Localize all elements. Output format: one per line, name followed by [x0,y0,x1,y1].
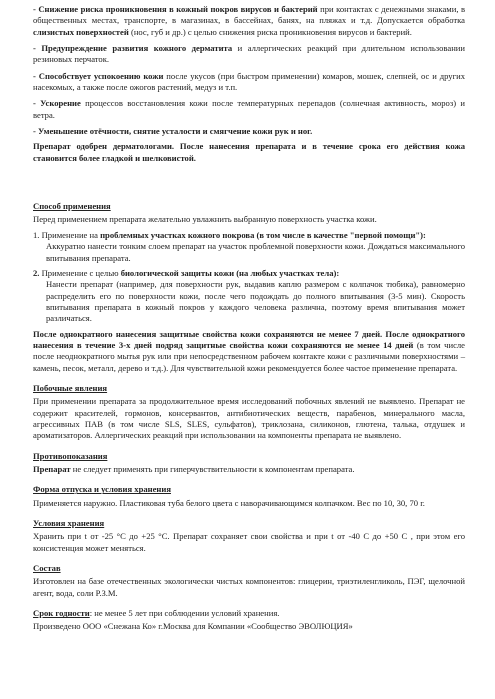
method-item-1-title: проблемных участках кожного покрова (в том числе в качестве "первой помощи"): [100,229,426,240]
method-item-2-title: биологической защиты кожи (на любых участках тела): [120,267,340,278]
document-body [33,4,465,633]
benefit-1 [33,4,465,38]
side-effects-text: При применении препарата за продолжительное время исследований побочных явлений не выявлено. Препарат не содержит красителей, гормонов, консервантов, антибиотических веществ, парабенов, минерального масла, агрессивных ПАВ (в том числе SLS, SLES, сульфатов), триклозана, силиконов, глютена, талька, отдушек и ароматизаторов. Аллергических реакций при использовании на компоненты препарата не выявлено. [33,396,465,441]
benefit-2-title: - Предупреждение развития кожного дерматита [33,43,233,54]
benefit-1-emphasis: слизистых поверхностей [33,26,129,37]
approval-note [33,141,465,164]
section-storage-heading [33,518,465,529]
benefit-4-text: процессов восстановления кожи после температурных перепадов (солнечная активность, мороз) и ветра. [33,98,466,120]
contraindications-bold: Препарат [33,464,71,474]
method-item-2-number: 2. [33,267,40,278]
storage-text: Хранить при t от -25 °С до +25 °С. Препарат сохраняет свои свойства и при t от -40 С до +50 С , при этом его консистенция может меняться. [33,531,465,553]
form-text: Применяется наружно. Пластиковая туба белого цвета с наворачивающимся колпачком. Вес по 10, 30, 70 г. [33,497,425,508]
benefit-2-text: и аллергических реакций при длительном использовании резиновых перчаток. [33,43,465,65]
benefit-3-text: после укусов (при быстром применении) комаров, мошек, слепней, ос и других насекомых, а также после ожогов растений, медуз и т.п. [33,70,465,93]
benefit-4-title: - Ускорение [33,98,81,109]
approval-text: Препарат одобрен дерматологами. После нанесения препарата и в течение срока его действия кожа становится более гладкой и шелковистой. [33,141,465,163]
composition-text: Изготовлен на базе отечественных экологически чистых компонентов: глицерин, триэтиленгликоль, ПЭГ, щелочной агент, вода, соли Р.З.М. [33,576,465,598]
method-item-2 [33,268,465,279]
method-intro: Перед применением препарата желательно увлажнить выбранную поверхность участка кожи. [33,214,377,225]
method-item-1-body: Аккуратно нанести тонким слоем препарат на участок проблемной поверхности кожи. Дождаться максимального впитывания препарата. [46,241,465,263]
benefit-4 [33,98,465,121]
form-heading: Форма отпуска и условия хранения [33,484,171,495]
benefit-1-text-2: (нос, губ и др.) с целью снижения риска проникновения вирусов и бактерий. [128,26,412,37]
benefit-2 [33,43,465,66]
protection-duration-note [33,329,465,374]
producer-text: Произведено ООО «Снежана Ко» г.Москва для Компании «Сообщество ЭВОЛЮЦИЯ» [33,621,353,632]
method-item-2-lead: Применение с целью [39,267,121,278]
benefit-5 [33,126,465,137]
shelf-life [33,608,465,619]
section-composition-heading [33,563,465,574]
benefit-3 [33,71,465,94]
benefit-1-text: при контактах с денежными знаками, в общественных местах, транспорте, в магазинах, в бассейнах, банях, на пляжах и т.д. Допускается обработка [33,4,465,26]
contraindications-heading: Противопоказания [33,450,108,461]
method-item-1 [33,230,465,241]
shelf-life-text: : не менее 5 лет при соблюдении условий хранения. [89,608,280,619]
section-form-heading [33,484,465,495]
benefit-1-title: - Снижение риска проникновения в кожный покров вирусов и бактерий [33,4,318,14]
contraindications-text [33,464,465,475]
protection-duration-bold: После однократного нанесения защитные свойства кожи сохраняются не менее 7 дней. После однократного нанесения в течение 3-х дней подряд защитные свойства кожи сохраняются не менее 14 дней [33,328,465,350]
protection-duration-text: (в том числе после неоднократного мытья рук или при непосредственном рабочем контакте кожи с различными поверхностями – камень, песок, металл, дерево и т.д.). Для чувствительной кожи рекомендуется более частое применение препарата. [33,339,465,373]
section-contra-heading [33,451,465,462]
spacer [33,164,465,192]
section-method-heading [33,201,465,212]
contraindications-body: не следует применять при гиперчувствительности к компонентам препарата. [70,464,355,474]
composition-heading: Состав [33,563,61,574]
benefit-5-title: - Уменьшение отёчности, снятие усталости и смягчение кожи рук и ног. [33,126,313,137]
method-item-1-lead: 1. Применение на [33,229,101,240]
method-heading: Способ применения [33,201,111,212]
storage-heading: Условия хранения [33,518,105,529]
method-item-2-body: Нанести препарат (например, для поверхности рук, выдавив каплю размером с колпачок тюбика), равномерно распределить его по поверхности кожи, после чего подождать до полного впитывания (3-5 мин). Скорость впитывания препарата в кожный покров у каждого человека различна, поэтому время впитывания может различаться. [46,279,465,324]
benefit-3-title: - Способствует успокоению кожи [33,70,164,81]
shelf-life-heading: Срок годности [33,608,90,619]
side-effects-heading: Побочные явления [33,382,108,393]
section-side-heading [33,383,465,394]
